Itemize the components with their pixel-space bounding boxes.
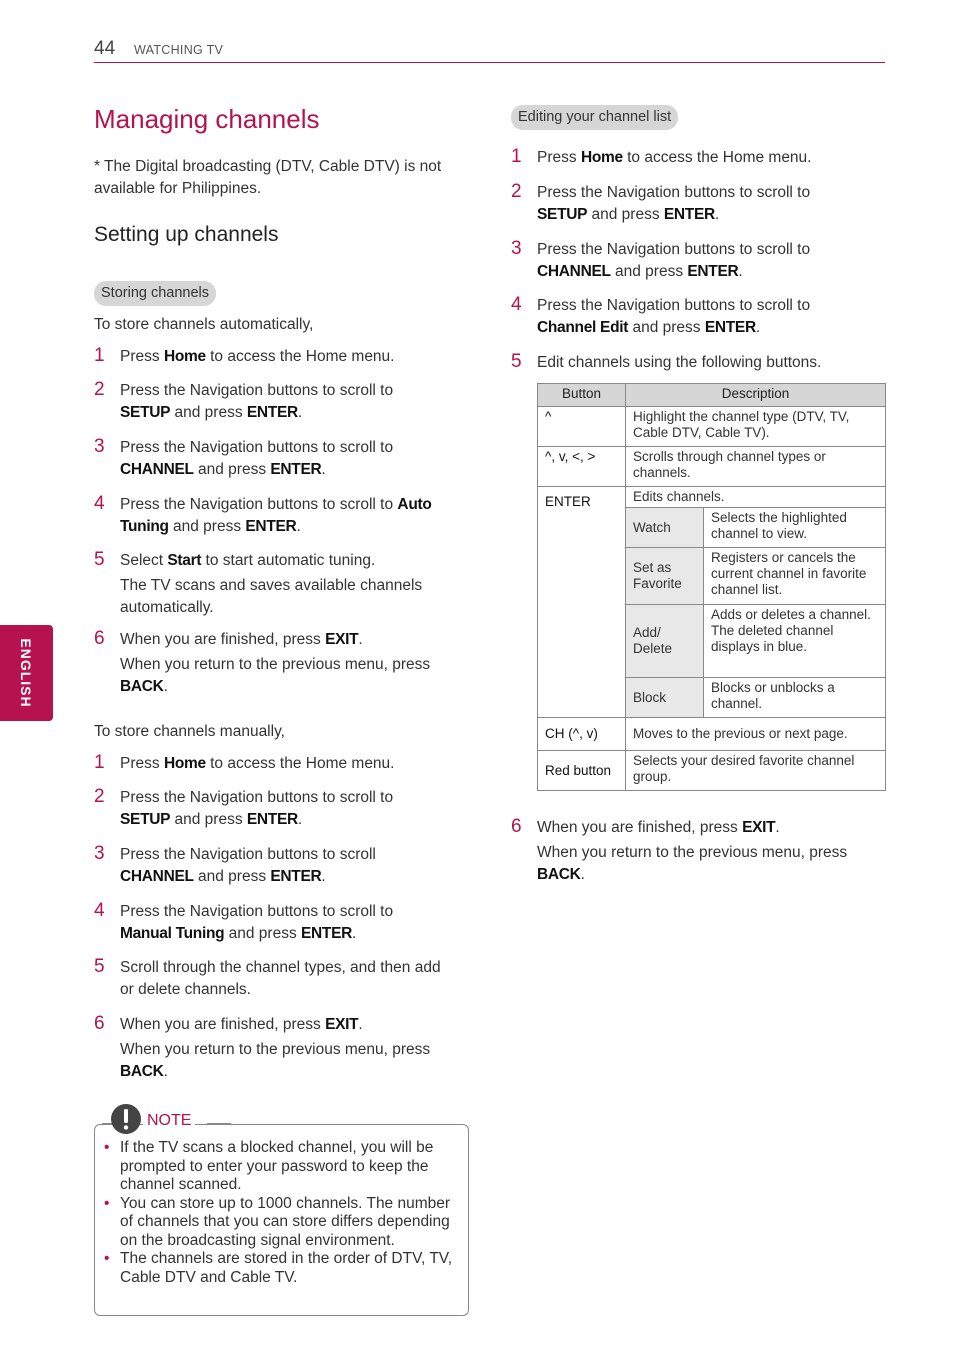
note-list — [104, 1139, 459, 1287]
page-title: Managing channels — [94, 104, 320, 134]
section-title: WATCHING TV — [134, 43, 224, 57]
availability-note — [94, 156, 469, 200]
button-arrows-desc: Scrolls through channel types or channels. — [626, 447, 886, 487]
button-arrows: ^, v, <, > — [538, 447, 626, 487]
option-block-desc: Blocks or unblocks a channel. — [704, 678, 886, 718]
button-red-desc: Selects your desired favorite channel group. — [626, 751, 886, 791]
note-item: • The channels are stored in the order of DTV, TV, Cable DTV and Cable TV. — [104, 1250, 459, 1287]
storing-channels-pill: Storing channels — [94, 281, 216, 306]
page-number: 44 — [94, 38, 116, 59]
exclamation-icon — [110, 1103, 142, 1135]
option-watch-desc: Selects the highlighted channel to view. — [704, 508, 886, 548]
auto-intro: To store channels automatically, — [94, 316, 314, 333]
button-table — [537, 383, 886, 791]
button-ch: CH (^, v) — [538, 718, 626, 751]
subtitle: Setting up channels — [94, 223, 279, 246]
table-header-description: Description — [626, 384, 886, 407]
option-favorite: Set as Favorite — [626, 548, 704, 605]
button-enter: ENTER — [538, 487, 626, 718]
note-item: • If the TV scans a blocked channel, you will be prompted to enter your password to keep the channel scanned. — [104, 1139, 459, 1195]
button-red: Red button — [538, 751, 626, 791]
table-header-button: Button — [538, 384, 626, 407]
note-title: NOTE — [143, 1112, 195, 1130]
note-item: • You can store up to 1000 channels. The number of channels that you can store differs depending on the broadcasting signal environment. — [104, 1195, 459, 1251]
header-rule — [94, 62, 885, 63]
availability-note-text: * The Digital broadcasting (DTV, Cable DTV) is not available for Philippines. — [94, 158, 442, 197]
manual-intro: To store channels manually, — [94, 723, 285, 740]
editing-channel-list-pill: Editing your channel list — [511, 105, 678, 130]
option-add-delete: Add/ Delete — [626, 605, 704, 678]
language-tab — [0, 625, 53, 721]
language-tab-label: ENGLISH — [18, 638, 34, 708]
option-watch: Watch — [626, 508, 704, 548]
button-enter-desc: Edits channels. — [626, 487, 886, 508]
button-up-desc: Highlight the channel type (DTV, TV, Cable DTV, Cable TV). — [626, 407, 886, 447]
option-add-delete-desc: Adds or deletes a channel. The deleted channel displays in blue. — [704, 605, 886, 678]
option-favorite-desc: Registers or cancels the current channel in favorite channel list. — [704, 548, 886, 605]
option-block: Block — [626, 678, 704, 718]
button-up: ^ — [538, 407, 626, 447]
button-ch-desc: Moves to the previous or next page. — [626, 718, 886, 751]
